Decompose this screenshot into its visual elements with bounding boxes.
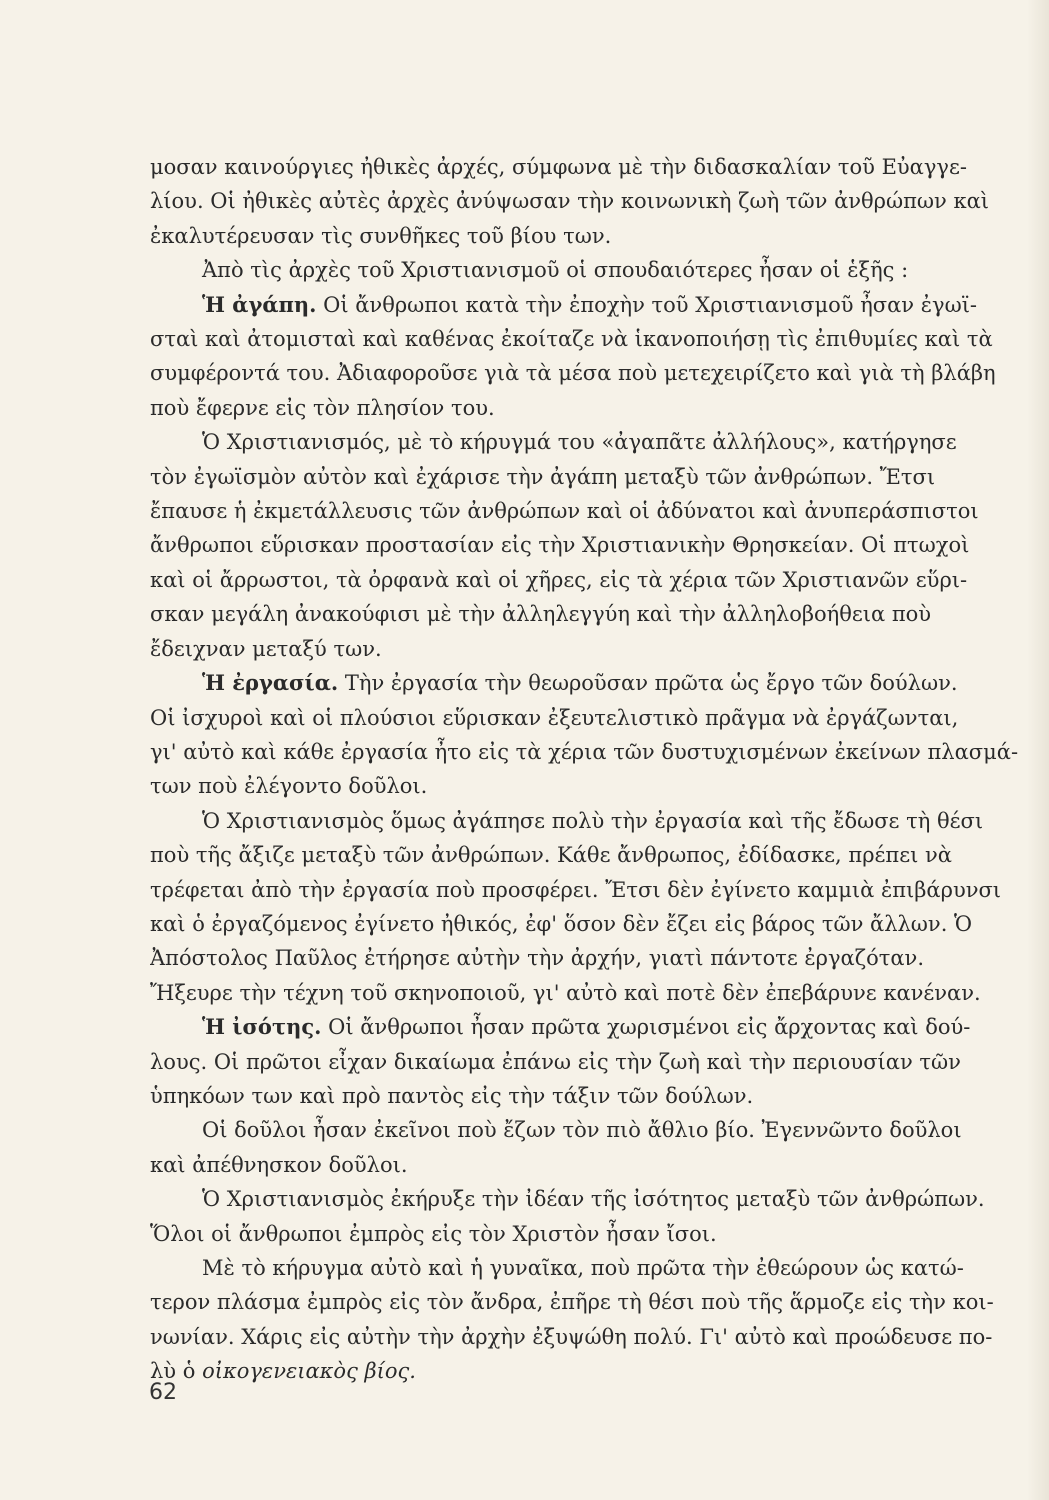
text-line: νωνίαν. Χάρις εἰς αὐτὴν τὴν ἀρχὴν ἐξυψώθη πολύ. Γι' αὐτὸ καὶ προώδευσε πο- (150, 1324, 993, 1349)
text-line: των ποὺ ἐλέγοντο δοῦλοι. (150, 774, 428, 799)
text-line: Ἤξευρε τὴν τέχνη τοῦ σκηνοποιοῦ, γι' αὐτὸ καὶ ποτὲ δὲν ἐπεβάρυνε κανέναν. (150, 980, 981, 1005)
page-number: 62 (149, 1380, 177, 1405)
text-line: Ὁ Χριστιανισμός, μὲ τὸ κήρυγμά του «ἀγαπᾶτε ἀλλήλους», κατήργησε (202, 430, 957, 455)
text-line: ὑπηκόων των καὶ πρὸ παντὸς εἰς τὴν τάξιν τῶν δούλων. (150, 1083, 754, 1108)
italic-phrase: οἰκογενειακὸς βίος. (202, 1359, 416, 1384)
text-line: Οἱ δοῦλοι ἦσαν ἐκεῖνοι ποὺ ἔζων τὸν πιὸ ἄθλιο βίο. Ἐγεννῶντο δοῦλοι (202, 1118, 962, 1143)
text-line: Ἀπόστολος Παῦλος ἐτήρησε αὐτὴν τὴν ἀρχήν, γιατὶ πάντοτε ἐργαζόταν. (150, 946, 924, 971)
text-line: τερον πλάσμα ἐμπρὸς εἰς τὸν ἄνδρα, ἐπῆρε τὴ θέσι ποὺ τῆς ἅρμοζε εἰς τὴν κοι- (150, 1290, 994, 1315)
text-line: Ὁ Χριστιανισμὸς ἐκήρυξε τὴν ἰδέαν τῆς ἰσότητος μεταξὺ τῶν ἀνθρώπων. (202, 1187, 985, 1212)
text-span: Τὴν ἐργασία τὴν θεωροῦσαν πρῶτα ὡς ἔργο τῶν δούλων. (344, 671, 958, 696)
text-line: ἄνθρωποι εὕρισκαν προστασίαν εἰς τὴν Χριστιανικὴν Θρησκείαν. Οἱ πτωχοὶ (150, 533, 970, 558)
text-span: Οἱ ἄνθρωποι ἦσαν πρῶτα χωρισμένοι εἰς ἄρχοντας καὶ δού- (328, 1015, 971, 1040)
text-span: Οἱ ἄνθρωποι κατὰ τὴν ἐποχὴν τοῦ Χριστιανισμοῦ ἦσαν ἐγωϊ- (323, 292, 978, 317)
section-heading-isotis: Ἡ ἰσότης. (202, 1014, 322, 1040)
text-line: καὶ ἀπέθνησκον δοῦλοι. (150, 1152, 408, 1177)
text-line: Μὲ τὸ κήρυγμα αὐτὸ καὶ ἡ γυναῖκα, ποὺ πρῶτα τὴν ἐθεώρουν ὡς κατώ- (202, 1256, 964, 1280)
text-line: συμφέροντά του. Ἀδιαφοροῦσε γιὰ τὰ μέσα ποὺ μετεχειρίζετο καὶ γιὰ τὴ βλάβη (150, 361, 996, 386)
text-line: ἐκαλυτέρευσαν τὶς συνθῆκες τοῦ βίου των. (150, 223, 612, 248)
text-line: σκαν μεγάλη ἀνακούφισι μὲ τὴν ἀλληλεγγύη καὶ τὴν ἀλληλοβοήθεια ποὺ (150, 602, 932, 627)
text-line (150, 288, 1025, 322)
text-line (150, 1354, 1025, 1388)
page-edge-shadow (1027, 0, 1049, 1500)
text-line: ποὺ τῆς ἄξιζε μεταξὺ τῶν ἀνθρώπων. Κάθε ἄνθρωπος, ἐδίδασκε, πρέπει νὰ (150, 843, 952, 868)
text-span: λὺ ὁ (150, 1359, 196, 1384)
text-line: λίου. Οἱ ἠθικὲς αὐτὲς ἀρχὲς ἀνύψωσαν τὴν κοινωνικὴ ζωὴ τῶν ἀνθρώπων καὶ (150, 189, 990, 214)
text-line (150, 666, 1025, 700)
body-text (150, 150, 1025, 1389)
text-line: Ὁ Χριστιανισμὸς ὅμως ἀγάπησε πολὺ τὴν ἐργασία καὶ τῆς ἔδωσε τὴ θέσι (202, 808, 984, 833)
text-line: μοσαν καινούργιες ἠθικὲς ἀρχές, σύμφωνα μὲ τὴν διδασκαλίαν τοῦ Εὐαγγε- (150, 155, 967, 179)
text-line: Ἀπὸ τὶς ἀρχὲς τοῦ Χριστιανισμοῦ οἱ σπουδαιότερες ἦσαν οἱ ἑξῆς : (202, 258, 909, 283)
text-line: ἔπαυσε ἡ ἐκμετάλλευσις τῶν ἀνθρώπων καὶ οἱ ἀδύνατοι καὶ ἀνυπεράσπιστοι (150, 499, 979, 524)
text-line: γι' αὐτὸ καὶ κάθε ἐργασία ἦτο εἰς τὰ χέρια τῶν δυστυχισμένων ἐκείνων πλασμά- (150, 739, 1019, 764)
text-line: καὶ ὁ ἐργαζόμενος ἐγίνετο ἠθικός, ἐφ' ὅσον δὲν ἔζει εἰς βάρος τῶν ἄλλων. Ὁ (150, 911, 973, 936)
section-heading-agape: Ἡ ἀγάπη. (202, 291, 317, 317)
text-line: καὶ οἱ ἄρρωστοι, τὰ ὀρφανὰ καὶ οἱ χῆρες, εἰς τὰ χέρια τῶν Χριστιανῶν εὕρι- (150, 567, 968, 592)
text-line: λους. Οἱ πρῶτοι εἶχαν δικαίωμα ἐπάνω εἰς τὴν ζωὴ καὶ τὴν περιουσίαν τῶν (150, 1049, 961, 1074)
text-line: Οἱ ἰσχυροὶ καὶ οἱ πλούσιοι εὕρισκαν ἐξευτελιστικὸ πρᾶγμα νὰ ἐργάζωνται, (150, 705, 959, 730)
text-line: ποὺ ἔφερνε εἰς τὸν πλησίον του. (150, 395, 495, 420)
text-line: Ὅλοι οἱ ἄνθρωποι ἐμπρὸς εἰς τὸν Χριστὸν ἦσαν ἴσοι. (150, 1221, 717, 1246)
text-line: σταὶ καὶ ἀτομισταὶ καὶ καθένας ἐκοίταζε νὰ ἱκανοποιήσῃ τὶς ἐπιθυμίες καὶ τὰ (150, 327, 993, 352)
text-line: ἔδειχναν μεταξύ των. (150, 636, 382, 661)
text-line: τρέφεται ἀπὸ τὴν ἐργασία ποὺ προσφέρει. Ἔτσι δὲν ἐγίνετο καμμιὰ ἐπιβάρυνσι (150, 877, 1002, 902)
section-heading-ergasia: Ἡ ἐργασία. (202, 670, 339, 696)
text-line: τὸν ἐγωϊσμὸν αὐτὸν καὶ ἐχάρισε τὴν ἀγάπη μεταξὺ τῶν ἀνθρώπων. Ἔτσι (150, 464, 936, 489)
text-line (150, 1010, 1025, 1044)
